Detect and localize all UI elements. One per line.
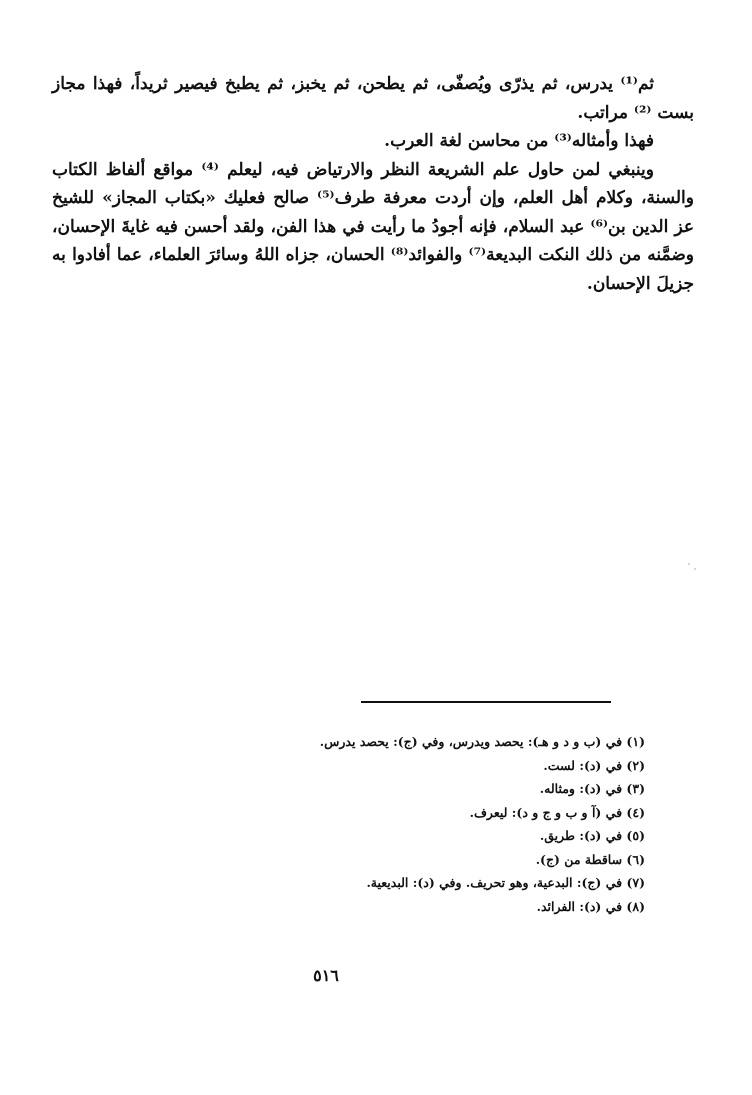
scan-speck <box>688 563 690 565</box>
paragraph-2: فهذا وأمثاله⁽³⁾ من محاسن لغة العرب. <box>384 131 654 151</box>
page-number: ٥١٦ <box>313 966 339 985</box>
footnote-2: (٢) في (د): لست. <box>543 757 645 773</box>
footnote-7: (٧) في (ج): البدعية، وهو تحريف. وفي (د): البديعية. <box>366 875 645 890</box>
footnotes-block <box>200 730 645 918</box>
paragraph-1: ثم⁽¹⁾ يدرس، ثم يذرّى ويُصفّى، ثم يطحن، ثم يخبز، ثم يطبخ فيصير ثريداً، فهذا مجاز بست ⁽²⁾ مراتب. <box>52 74 694 123</box>
footnote-4: (٤) في (آ و ب و ج و د): ليعرف. <box>469 804 645 820</box>
footnote-8: (٨) في (د): الفرائد. <box>536 898 645 914</box>
paragraph-3: وينبغي لمن حاول علم الشريعة النظر والارتياض فيه، ليعلم ⁽⁴⁾ مواقع ألفاظ الكتاب والسنة، وكلام أهل العلم، وإن أردت معرفة طرف⁽⁵⁾ صالح فعليك «بكتاب المجاز» للشيخ عز الدين بن⁽⁶⁾ عبد السلام، فإنه أجودُ ما رأيت في هذا الفن، ولقد أحسن فيه غايةَ الإحسان، وضمَّنه من ذلك النكت البديعة⁽⁷⁾ والفوائد⁽⁸⁾ الحسان، جزاه اللهُ وسائرَ العلماء، عما أفادوا به جزيلَ الإحسان. <box>52 159 695 294</box>
footnote-6: (٦) ساقطة من (ج). <box>535 851 645 867</box>
footnote-1: (١) في (ب و د و هـ): يحصد ويدرس، وفي (ج): يحصد يدرس. <box>319 734 645 749</box>
footnote-divider <box>361 701 611 703</box>
footnote-3: (٣) في (د): ومثاله. <box>539 781 645 796</box>
main-text-block <box>52 70 694 298</box>
footnote-5: (٥) في (د): طريق. <box>539 828 645 843</box>
scan-speck <box>694 568 696 570</box>
